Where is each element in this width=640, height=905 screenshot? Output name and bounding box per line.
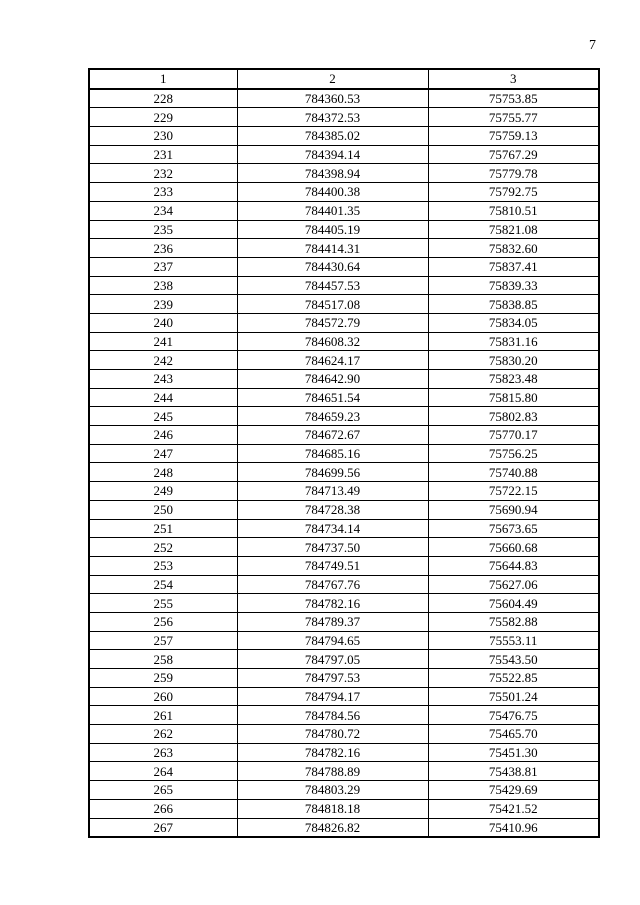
y-coordinate-cell: 75476.75 (428, 706, 599, 725)
point-number-cell: 231 (89, 145, 237, 164)
table-row (89, 444, 599, 463)
x-coordinate-cell: 784767.76 (237, 575, 428, 594)
x-coordinate-cell: 784400.38 (237, 183, 428, 202)
table-row (89, 669, 599, 688)
x-coordinate-cell: 784360.53 (237, 89, 428, 108)
point-number-cell: 241 (89, 332, 237, 351)
point-number-cell: 266 (89, 799, 237, 818)
point-number-cell: 257 (89, 631, 237, 650)
table-row (89, 407, 599, 426)
y-coordinate-cell: 75830.20 (428, 351, 599, 370)
x-coordinate-cell: 784572.79 (237, 313, 428, 332)
x-coordinate-cell: 784780.72 (237, 725, 428, 744)
point-number-cell: 234 (89, 201, 237, 220)
x-coordinate-cell: 784794.17 (237, 687, 428, 706)
y-coordinate-cell: 75644.83 (428, 556, 599, 575)
x-coordinate-cell: 784734.14 (237, 519, 428, 538)
y-coordinate-cell: 75767.29 (428, 145, 599, 164)
table-row (89, 332, 599, 351)
x-coordinate-cell: 784414.31 (237, 239, 428, 258)
y-coordinate-cell: 75821.08 (428, 220, 599, 239)
y-coordinate-cell: 75543.50 (428, 650, 599, 669)
y-coordinate-cell: 75673.65 (428, 519, 599, 538)
page-number: 7 (589, 38, 596, 53)
table-row (89, 612, 599, 631)
y-coordinate-cell: 75810.51 (428, 201, 599, 220)
table-row (89, 500, 599, 519)
y-coordinate-cell: 75831.16 (428, 332, 599, 351)
x-coordinate-cell: 784797.05 (237, 650, 428, 669)
point-number-cell: 235 (89, 220, 237, 239)
table-header (89, 69, 599, 89)
y-coordinate-cell: 75823.48 (428, 370, 599, 389)
point-number-cell: 253 (89, 556, 237, 575)
point-number-cell: 261 (89, 706, 237, 725)
x-coordinate-cell: 784394.14 (237, 145, 428, 164)
table-row (89, 313, 599, 332)
y-coordinate-cell: 75501.24 (428, 687, 599, 706)
y-coordinate-cell: 75839.33 (428, 276, 599, 295)
x-coordinate-cell: 784457.53 (237, 276, 428, 295)
table-row (89, 482, 599, 501)
y-coordinate-cell: 75553.11 (428, 631, 599, 650)
point-number-cell: 254 (89, 575, 237, 594)
x-coordinate-cell: 784624.17 (237, 351, 428, 370)
point-number-cell: 240 (89, 313, 237, 332)
point-number-cell: 236 (89, 239, 237, 258)
table-row (89, 201, 599, 220)
x-coordinate-cell: 784749.51 (237, 556, 428, 575)
point-number-cell: 246 (89, 426, 237, 445)
point-number-cell: 249 (89, 482, 237, 501)
point-number-cell: 248 (89, 463, 237, 482)
table-row (89, 556, 599, 575)
y-coordinate-cell: 75604.49 (428, 594, 599, 613)
table-row (89, 295, 599, 314)
table-row (89, 650, 599, 669)
y-coordinate-cell: 75815.80 (428, 388, 599, 407)
x-coordinate-cell: 784651.54 (237, 388, 428, 407)
table-row (89, 239, 599, 258)
y-coordinate-cell: 75421.52 (428, 799, 599, 818)
x-coordinate-cell: 784517.08 (237, 295, 428, 314)
point-number-cell: 230 (89, 127, 237, 146)
point-number-cell: 262 (89, 725, 237, 744)
y-coordinate-cell: 75438.81 (428, 762, 599, 781)
y-coordinate-cell: 75753.85 (428, 89, 599, 108)
y-coordinate-cell: 75660.68 (428, 538, 599, 557)
table-row (89, 594, 599, 613)
x-coordinate-cell: 784430.64 (237, 257, 428, 276)
point-number-cell: 245 (89, 407, 237, 426)
table-row (89, 370, 599, 389)
table-row (89, 687, 599, 706)
table-row (89, 276, 599, 295)
y-coordinate-cell: 75465.70 (428, 725, 599, 744)
x-coordinate-cell: 784372.53 (237, 108, 428, 127)
table-row (89, 220, 599, 239)
table-row (89, 706, 599, 725)
x-coordinate-cell: 784737.50 (237, 538, 428, 557)
y-coordinate-cell: 75838.85 (428, 295, 599, 314)
y-coordinate-cell: 75834.05 (428, 313, 599, 332)
header-cell-2: 2 (237, 69, 428, 89)
y-coordinate-cell: 75722.15 (428, 482, 599, 501)
point-number-cell: 232 (89, 164, 237, 183)
y-coordinate-cell: 75740.88 (428, 463, 599, 482)
table-row (89, 818, 599, 837)
table-row (89, 781, 599, 800)
x-coordinate-cell: 784789.37 (237, 612, 428, 631)
x-coordinate-cell: 784782.16 (237, 743, 428, 762)
y-coordinate-cell: 75837.41 (428, 257, 599, 276)
table-row (89, 762, 599, 781)
y-coordinate-cell: 75770.17 (428, 426, 599, 445)
table-row (89, 351, 599, 370)
table-row (89, 108, 599, 127)
point-number-cell: 259 (89, 669, 237, 688)
point-number-cell: 239 (89, 295, 237, 314)
x-coordinate-cell: 784788.89 (237, 762, 428, 781)
x-coordinate-cell: 784794.65 (237, 631, 428, 650)
table-body (89, 89, 599, 838)
y-coordinate-cell: 75582.88 (428, 612, 599, 631)
x-coordinate-cell: 784642.90 (237, 370, 428, 389)
x-coordinate-cell: 784398.94 (237, 164, 428, 183)
coordinates-table (88, 68, 600, 838)
point-number-cell: 229 (89, 108, 237, 127)
y-coordinate-cell: 75451.30 (428, 743, 599, 762)
point-number-cell: 258 (89, 650, 237, 669)
x-coordinate-cell: 784672.67 (237, 426, 428, 445)
header-row (89, 69, 599, 89)
point-number-cell: 256 (89, 612, 237, 631)
x-coordinate-cell: 784401.35 (237, 201, 428, 220)
x-coordinate-cell: 784784.56 (237, 706, 428, 725)
x-coordinate-cell: 784797.53 (237, 669, 428, 688)
table-row (89, 164, 599, 183)
table-row (89, 145, 599, 164)
x-coordinate-cell: 784818.18 (237, 799, 428, 818)
point-number-cell: 265 (89, 781, 237, 800)
y-coordinate-cell: 75522.85 (428, 669, 599, 688)
table-row (89, 89, 599, 108)
table-row (89, 575, 599, 594)
point-number-cell: 250 (89, 500, 237, 519)
point-number-cell: 233 (89, 183, 237, 202)
x-coordinate-cell: 784826.82 (237, 818, 428, 837)
table-row (89, 463, 599, 482)
point-number-cell: 260 (89, 687, 237, 706)
table-row (89, 388, 599, 407)
point-number-cell: 247 (89, 444, 237, 463)
point-number-cell: 238 (89, 276, 237, 295)
x-coordinate-cell: 784782.16 (237, 594, 428, 613)
table-row (89, 725, 599, 744)
y-coordinate-cell: 75627.06 (428, 575, 599, 594)
point-number-cell: 263 (89, 743, 237, 762)
header-cell-1: 1 (89, 69, 237, 89)
y-coordinate-cell: 75792.75 (428, 183, 599, 202)
table-row (89, 538, 599, 557)
point-number-cell: 244 (89, 388, 237, 407)
y-coordinate-cell: 75832.60 (428, 239, 599, 258)
y-coordinate-cell: 75779.78 (428, 164, 599, 183)
x-coordinate-cell: 784713.49 (237, 482, 428, 501)
point-number-cell: 255 (89, 594, 237, 613)
x-coordinate-cell: 784385.02 (237, 127, 428, 146)
x-coordinate-cell: 784685.16 (237, 444, 428, 463)
y-coordinate-cell: 75756.25 (428, 444, 599, 463)
point-number-cell: 267 (89, 818, 237, 837)
point-number-cell: 264 (89, 762, 237, 781)
table-row (89, 799, 599, 818)
y-coordinate-cell: 75759.13 (428, 127, 599, 146)
point-number-cell: 243 (89, 370, 237, 389)
table-row (89, 426, 599, 445)
table-row (89, 257, 599, 276)
point-number-cell: 251 (89, 519, 237, 538)
y-coordinate-cell: 75755.77 (428, 108, 599, 127)
table-row (89, 631, 599, 650)
point-number-cell: 252 (89, 538, 237, 557)
y-coordinate-cell: 75802.83 (428, 407, 599, 426)
x-coordinate-cell: 784405.19 (237, 220, 428, 239)
y-coordinate-cell: 75429.69 (428, 781, 599, 800)
table-row (89, 127, 599, 146)
x-coordinate-cell: 784699.56 (237, 463, 428, 482)
point-number-cell: 242 (89, 351, 237, 370)
x-coordinate-cell: 784659.23 (237, 407, 428, 426)
x-coordinate-cell: 784728.38 (237, 500, 428, 519)
x-coordinate-cell: 784608.32 (237, 332, 428, 351)
table-row (89, 183, 599, 202)
table-row (89, 743, 599, 762)
table-row (89, 519, 599, 538)
y-coordinate-cell: 75690.94 (428, 500, 599, 519)
point-number-cell: 237 (89, 257, 237, 276)
x-coordinate-cell: 784803.29 (237, 781, 428, 800)
header-cell-3: 3 (428, 69, 599, 89)
y-coordinate-cell: 75410.96 (428, 818, 599, 837)
point-number-cell: 228 (89, 89, 237, 108)
